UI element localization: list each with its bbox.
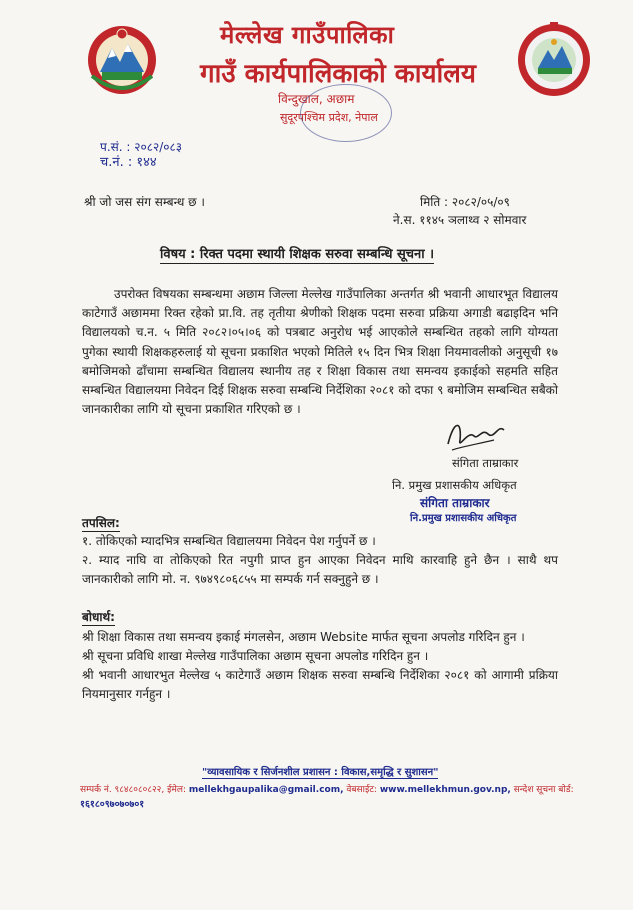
list-item: १. तोकिएको म्यादभित्र सम्बन्धित विद्यालयमा निवेदन पेश गर्नुपर्ने छ । — [82, 534, 376, 548]
website-url: www.mellekhmun.gov.np, — [379, 785, 511, 795]
tapsil-list — [82, 532, 558, 589]
subject-line: विषय : रिक्त पदमा स्थायी शिक्षक सरुवा सम्बन्धि सूचना । — [160, 244, 434, 264]
recipient: श्री जो जस संग सम्बन्ध छ । — [84, 195, 205, 209]
list-item: श्री शिक्षा विकास तथा समन्वय इकाई मंगलसेन, अछाम Website मार्फत सूचना अपलोड गरिदिन हुन । — [82, 630, 525, 644]
stamp-title: नि.प्रमुख प्रशासकीय अधिकृत — [410, 513, 517, 524]
office-province: सुदूरपश्चिम प्रदेश, नेपाल — [280, 111, 378, 124]
list-item: २. म्याद नाघि वा तोकिएको रित नपुगी प्राप्त हुन आएका निवेदन माथि कारवाहि हुने छैन । साथै थप जानकारीको लागि मो. न. ९७४९८०६८५५ मा सम्पर्क गर्न सक्नुहुने छ । — [82, 553, 558, 586]
notice-board-number: १६१८०९७०७०७०१ — [80, 799, 145, 810]
office-stamp-icon — [300, 84, 392, 142]
signer-title: नि. प्रमुख प्रशासकीय अधिकृत — [392, 478, 517, 492]
contact-email: mellekhgaupalika@gmail.com, — [188, 785, 344, 795]
office-address: विन्दुखाल, अछाम — [278, 92, 355, 106]
website-label: वेबसाईट: — [346, 785, 377, 795]
footer-contact — [80, 782, 574, 795]
date-bs: मिति : २०८२/०५/०९ — [420, 195, 510, 209]
stamp-name: संगिता ताम्राकार — [420, 496, 490, 510]
bodharth-heading: बोधार्थ: — [82, 610, 115, 624]
list-item: श्री भवानी आधारभुत मेल्लेख ५ काटेगाउँ अछाम शिक्षक सरुवा सम्बन्धि निर्देशिका २०८१ को आगामी प्रक्रिया नियमानुसार गर्नहुन । — [82, 668, 558, 701]
date-ns: ने.स. ११४५ ञलाथ्व २ सोमवार — [393, 213, 527, 227]
fiscal-year: प.सं. : २०८२/०८३ — [100, 140, 182, 154]
body-paragraph: उपरोक्त विषयका सम्बन्धमा अछाम जिल्ला मेल्लेख गाउँपालिका अन्तर्गत श्री भवानी आधारभूत विद्यालय काटेगाउँ अछाममा रिक्त रहेको प्रा.वि. तह तृतीया श्रेणीको शिक्षक पदमा सरुवा प्रक्रिया अगाडी बढाइदिन भनि विद्यालयको च.न. ५ मिति २०८२।०५।०६ को पत्रबाट अनुरोध भई आएकोले सम्बन्धित तहको लागि योग्यता पुगेका स्थायी शिक्षकहरुलाई यो सूचना प्रकाशित भएको मितिले १५ दिन भित्र शिक्षा नियमावलीको अनुसूची १७ बमोजिमको ढाँचामा सम्बन्धित विद्यालय स्थानीय तह र शिक्षा विकास तथा समन्वय इकाईको सहमति सहित सम्बन्धित विद्यालयमा निवेदन दिई शिक्षक सरुवा सम्बन्धि निर्देशिका २०८१ को दफा ९ बमोजिम सम्बन्धित सबैको जानकारीका लागि यो सूचना प्रकाशित गरिएको छ । — [82, 287, 558, 417]
bodharth-list — [82, 628, 558, 704]
nepal-emblem-icon — [86, 20, 158, 100]
dispatch-number: च.नं. : १४४ — [100, 155, 157, 170]
municipality-name: मेल्लेख गाउँपालिका — [220, 21, 395, 49]
signer-name: संगिता ताम्राकार — [452, 456, 519, 470]
office-name: गाउँ कार्यपालिकाको कार्यालय — [200, 59, 476, 89]
municipality-logo-icon — [516, 22, 592, 98]
contact-phone: सम्पर्क नं. ९८४८०८०८२२, ईमेल: — [80, 785, 187, 795]
notice-board-label: सन्देश सूचना बोर्ड: — [513, 785, 574, 795]
list-item: श्री सूचना प्रविधि शाखा मेल्लेख गाउँपालिका अछाम सूचना अपलोड गरिदिन हुन । — [82, 649, 429, 663]
footer-motto: "व्यावसायिक र सिर्जनशील प्रशासन : विकास,समृद्धि र सुशासन" — [202, 764, 438, 779]
signature-icon — [444, 410, 508, 456]
tapsil-heading: तपसिल: — [82, 516, 120, 530]
